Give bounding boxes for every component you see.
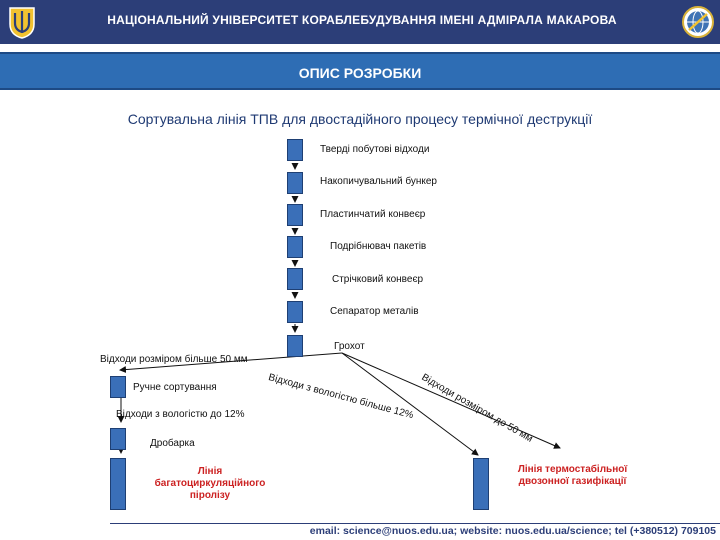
- branch-label-over-50mm: Відходи розміром більше 50 мм: [100, 354, 248, 365]
- crusher-block: [110, 428, 126, 450]
- page-title: ОПИС РОЗРОБКИ: [298, 65, 422, 81]
- step-label-belt-conveyor: Стрічковий конвеєр: [332, 274, 424, 285]
- page-subtitle: Сортувальна лінія ТПВ для двостадійного процесу термічної деструкції: [127, 111, 593, 127]
- manual-sort-block: [110, 376, 126, 398]
- step-label-solid-waste: Тверді побутові відходи: [320, 144, 430, 155]
- step-block: [287, 335, 303, 357]
- step-label-metal-separator: Сепаратор металів: [330, 306, 419, 317]
- step-block: [287, 236, 303, 258]
- step-label-bag-shredder: Подрібнювач пакетів: [330, 241, 427, 252]
- step-label-plate-conveyor: Пластинчатий конвеєр: [320, 209, 426, 220]
- step-label-storage-bunker: Накопичувальний бункер: [320, 176, 437, 187]
- footer-contacts: email: science@nuos.edu.ua; website: nuos.edu.ua/science; tel (+380512) 709105: [309, 525, 716, 537]
- size-under-50mm-label: Відходи розміром до 50 мм: [419, 372, 535, 445]
- university-name: НАЦІОНАЛЬНИЙ УНІВЕРСИТЕТ КОРАБЛЕБУДУВАННЯ ІМЕНІ АДМІРАЛА МАКАРОВА: [107, 13, 617, 27]
- gasification-line-label: Лінія термостабільної двозонної газифікації: [517, 464, 628, 487]
- manual-sort-label: Ручне сортування: [133, 382, 217, 393]
- moisture-low-label: Відходи з вологістю до 12%: [116, 409, 245, 420]
- step-block: [287, 172, 303, 194]
- step-label-screen: Грохот: [334, 341, 365, 352]
- pyrolysis-line-label: Лінія багатоциркуляційного піролізу: [154, 466, 266, 501]
- footer-divider: [110, 523, 720, 524]
- gasification-block: [473, 458, 489, 510]
- step-block: [287, 268, 303, 290]
- pyrolysis-block: [110, 458, 126, 510]
- step-block: [287, 204, 303, 226]
- step-block: [287, 301, 303, 323]
- crusher-label: Дробарка: [150, 438, 195, 449]
- step-block: [287, 139, 303, 161]
- moisture-high-label: Відходи з вологістю більше 12%: [267, 372, 415, 422]
